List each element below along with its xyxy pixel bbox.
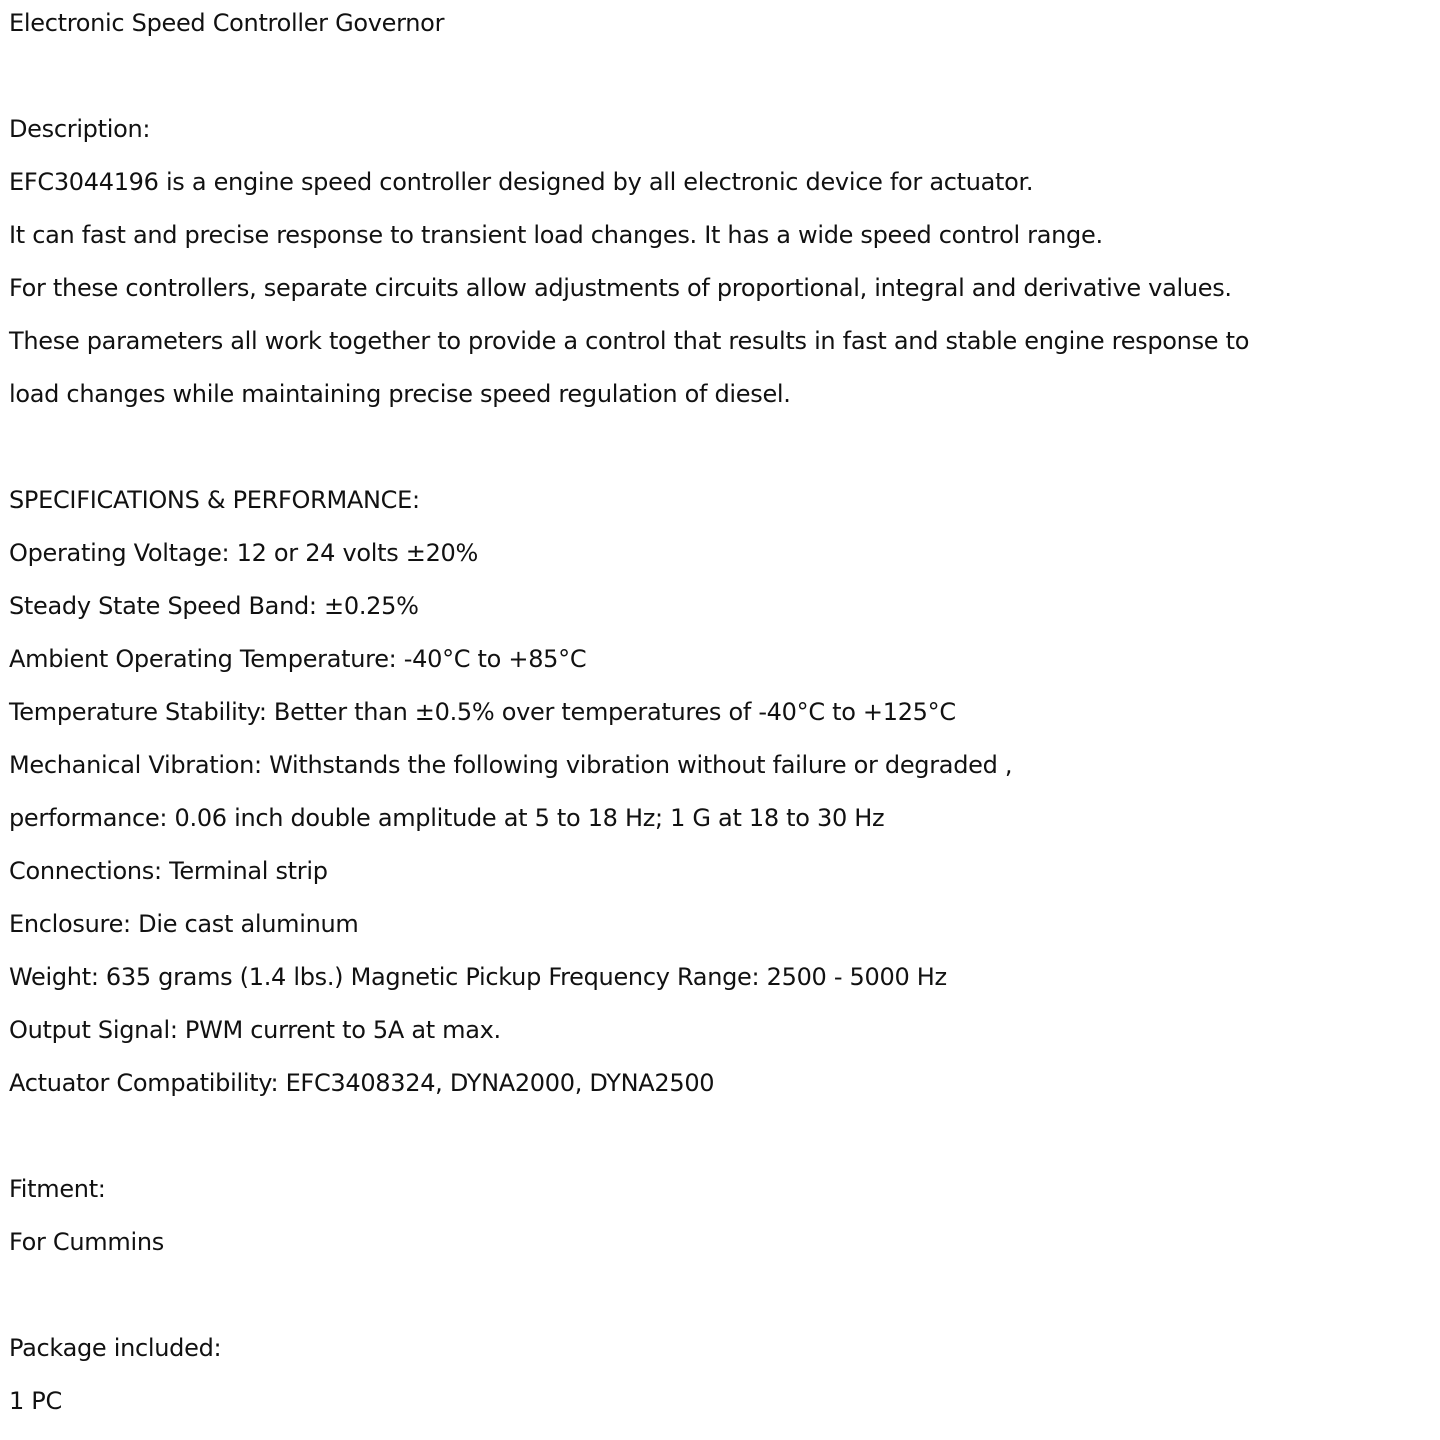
spec-line: Weight: 635 grams (1.4 lbs.) Magnetic Pickup Frequency Range: 2500 - 5000 Hz — [9, 963, 947, 991]
spec-line: Output Signal: PWM current to 5A at max. — [9, 1016, 501, 1044]
spacer — [9, 53, 1429, 106]
spec-line: Actuator Compatibility: EFC3408324, DYNA2000, DYNA2500 — [9, 1069, 715, 1097]
spec-line: Steady State Speed Band: ±0.25% — [9, 592, 419, 620]
page-title: Electronic Speed Controller Governor — [9, 9, 445, 37]
package-line: 1 PC — [9, 1387, 62, 1415]
spec-line: performance: 0.06 inch double amplitude at 5 to 18 Hz; 1 G at 18 to 30 Hz — [9, 804, 885, 832]
spacer — [9, 424, 1429, 477]
description-line: For these controllers, separate circuits allow adjustments of proportional, integral and derivative values. — [9, 274, 1232, 302]
fitment-line: For Cummins — [9, 1228, 164, 1256]
spec-line: Connections: Terminal strip — [9, 857, 328, 885]
package-heading: Package included: — [9, 1334, 222, 1362]
description-line: It can fast and precise response to transient load changes. It has a wide speed control range. — [9, 221, 1103, 249]
spacer — [9, 1113, 1429, 1166]
specifications-heading: SPECIFICATIONS & PERFORMANCE: — [9, 486, 420, 514]
description-line: load changes while maintaining precise speed regulation of diesel. — [9, 380, 791, 408]
spec-line: Ambient Operating Temperature: -40°C to +85°C — [9, 645, 587, 673]
description-line: These parameters all work together to provide a control that results in fast and stable engine response to — [9, 327, 1250, 355]
document-body — [9, 0, 1429, 1431]
spacer — [9, 1272, 1429, 1325]
spec-line: Mechanical Vibration: Withstands the following vibration without failure or degraded , — [9, 751, 1013, 779]
spec-line: Operating Voltage: 12 or 24 volts ±20% — [9, 539, 479, 567]
description-heading: Description: — [9, 115, 151, 143]
spec-line: Temperature Stability: Better than ±0.5% over temperatures of -40°C to +125°C — [9, 698, 956, 726]
spec-line: Enclosure: Die cast aluminum — [9, 910, 359, 938]
description-line: EFC3044196 is a engine speed controller designed by all electronic device for actuator. — [9, 168, 1034, 196]
fitment-heading: Fitment: — [9, 1175, 106, 1203]
